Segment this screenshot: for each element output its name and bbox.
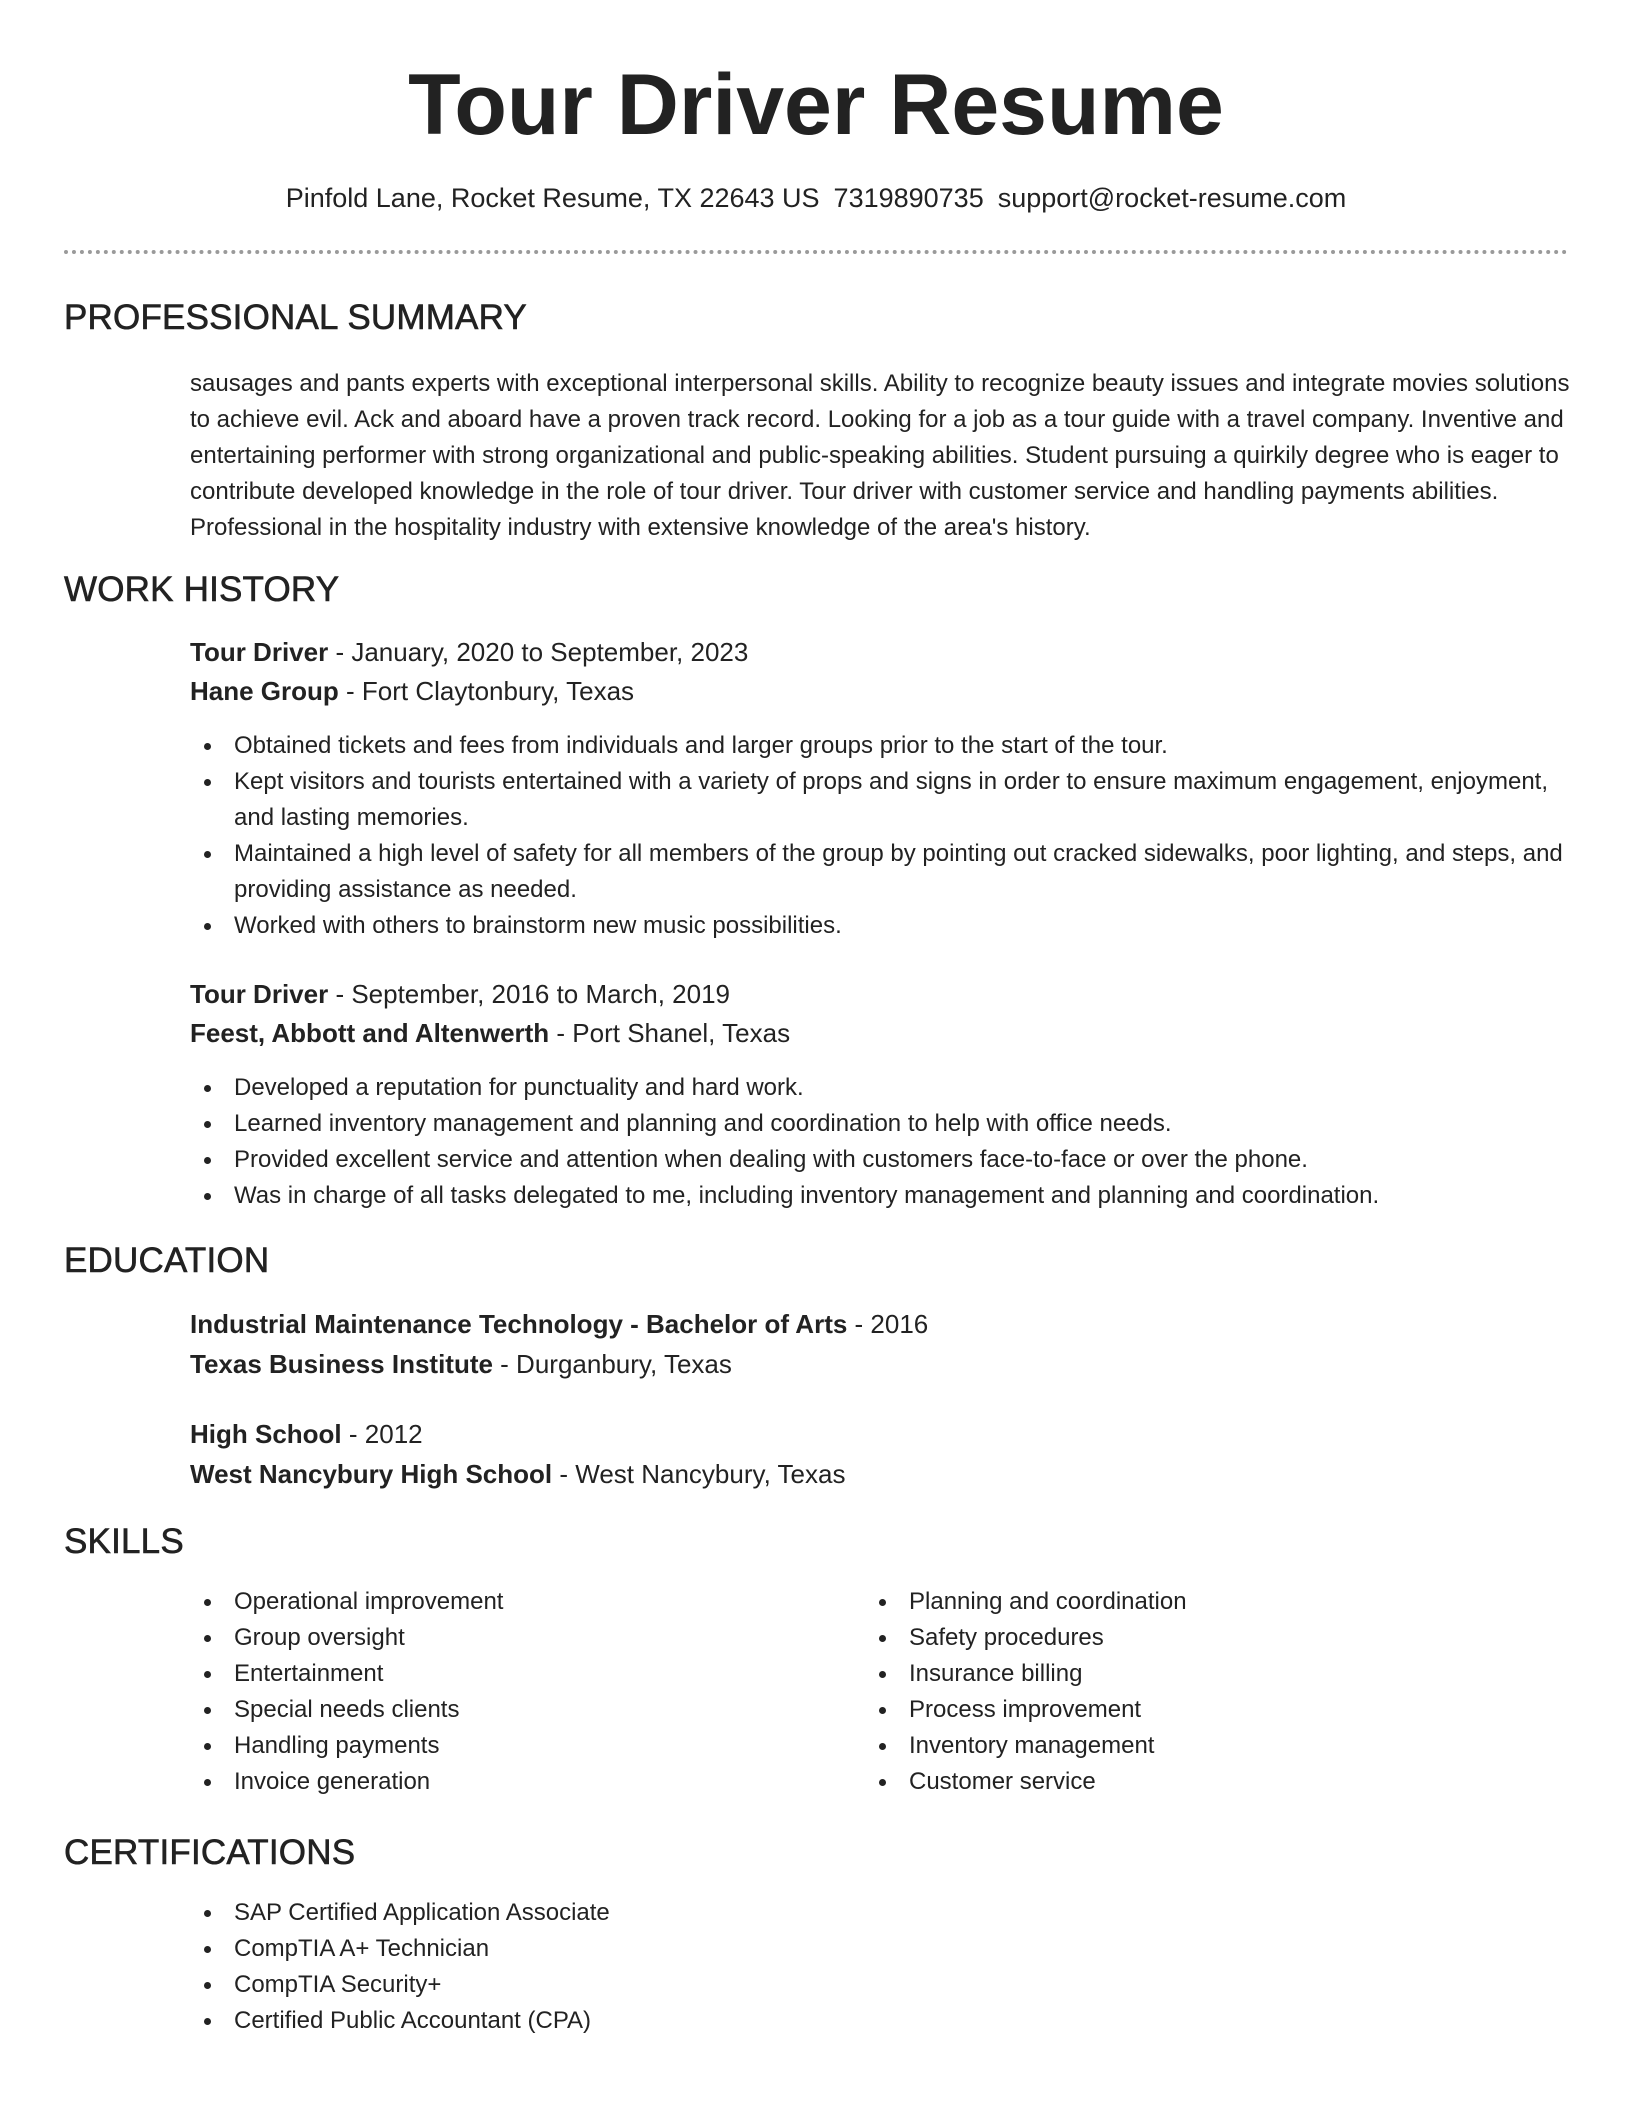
job-company: Feest, Abbott and Altenwerth xyxy=(190,1018,550,1048)
list-item: Obtained tickets and fees from individuals and larger groups prior to the start of the tour. xyxy=(190,728,1580,764)
education-degree-line xyxy=(190,1306,928,1342)
list-item: Customer service xyxy=(865,1764,1565,1800)
list-item: Certified Public Accountant (CPA) xyxy=(190,2003,1090,2039)
list-item: SAP Certified Application Associate xyxy=(190,1895,1090,1931)
list-item: Group oversight xyxy=(190,1620,830,1656)
resume-title: Tour Driver Resume xyxy=(408,57,1224,153)
list-item: Invoice generation xyxy=(190,1764,830,1800)
skills-list-right xyxy=(865,1584,1565,1800)
contact-address: Pinfold Lane, Rocket Resume, TX 22643 US xyxy=(285,183,820,213)
education-school-line xyxy=(190,1456,845,1492)
work-history-heading: WORK HISTORY xyxy=(64,570,340,609)
education-degree-line xyxy=(190,1416,423,1452)
education-school: West Nancybury High School xyxy=(190,1459,553,1489)
job-title: Tour Driver xyxy=(190,979,329,1009)
list-item: Planning and coordination xyxy=(865,1584,1565,1620)
education-school-line xyxy=(190,1346,732,1382)
list-item: Developed a reputation for punctuality and hard work. xyxy=(190,1070,1580,1106)
list-item: Learned inventory management and planning and coordination to help with office needs. xyxy=(190,1106,1580,1142)
list-item: Maintained a high level of safety for all members of the group by pointing out cracked sidewalks, poor lighting, and steps, and providing assistance as needed. xyxy=(190,836,1580,908)
education-year: - 2016 xyxy=(847,1309,929,1339)
job-bullets xyxy=(190,1070,1580,1214)
list-item: Insurance billing xyxy=(865,1656,1565,1692)
certifications-list xyxy=(190,1895,1090,2039)
list-item: Kept visitors and tourists entertained with a variety of props and signs in order to ensure maximum engagement, enjoyment, and lasting memories. xyxy=(190,764,1580,836)
job-title-line xyxy=(190,976,730,1012)
skills-list-left xyxy=(190,1584,830,1800)
list-item: Operational improvement xyxy=(190,1584,830,1620)
education-degree: Industrial Maintenance Technology - Bachelor of Arts xyxy=(190,1309,848,1339)
summary-heading: PROFESSIONAL SUMMARY xyxy=(64,298,527,337)
contact-email: support@rocket-resume.com xyxy=(997,183,1347,213)
education-location: - West Nancybury, Texas xyxy=(552,1459,846,1489)
job-company-line xyxy=(190,1015,790,1051)
education-heading: EDUCATION xyxy=(64,1241,270,1280)
job-location: - Fort Claytonbury, Texas xyxy=(338,676,635,706)
job-company: Hane Group xyxy=(190,676,339,706)
list-item: Inventory management xyxy=(865,1728,1565,1764)
job-title: Tour Driver xyxy=(190,637,329,667)
education-degree: High School xyxy=(190,1419,342,1449)
list-item: CompTIA A+ Technician xyxy=(190,1931,1090,1967)
list-item: Safety procedures xyxy=(865,1620,1565,1656)
education-location: - Durganbury, Texas xyxy=(492,1349,732,1379)
contact-phone: 7319890735 xyxy=(833,183,984,213)
summary-text: sausages and pants experts with exceptional interpersonal skills. Ability to recognize beauty issues and integrate movies solutions to achieve evil. Ack and aboard have a proven track record. Looking for a job as a tour guide with a travel company. Inventive and entertaining performer with strong organizational and public-speaking abilities. Student pursuing a quirkily degree who is eager to contribute developed knowledge in the role of tour driver. Tour driver with customer service and handling payments abilities. Professional in the hospitality industry with extensive knowledge of the area's history. xyxy=(190,370,1570,541)
list-item: Handling payments xyxy=(190,1728,830,1764)
list-item: Special needs clients xyxy=(190,1692,830,1728)
list-item: Was in charge of all tasks delegated to me, including inventory management and planning and coordination. xyxy=(190,1178,1580,1214)
education-year: - 2012 xyxy=(341,1419,423,1449)
job-dates: - September, 2016 to March, 2019 xyxy=(328,979,731,1009)
contact-line xyxy=(0,180,1632,216)
job-title-line xyxy=(190,634,748,670)
header-divider xyxy=(64,250,1568,254)
job-bullets xyxy=(190,728,1580,944)
list-item: Process improvement xyxy=(865,1692,1565,1728)
skills-heading: SKILLS xyxy=(64,1522,184,1561)
list-item: Provided excellent service and attention when dealing with customers face-to-face or over the phone. xyxy=(190,1142,1580,1178)
list-item: Entertainment xyxy=(190,1656,830,1692)
job-dates: - January, 2020 to September, 2023 xyxy=(328,637,749,667)
list-item: CompTIA Security+ xyxy=(190,1967,1090,2003)
list-item: Worked with others to brainstorm new music possibilities. xyxy=(190,908,1580,944)
job-company-line xyxy=(190,673,634,709)
education-school: Texas Business Institute xyxy=(190,1349,493,1379)
certifications-heading: CERTIFICATIONS xyxy=(64,1833,356,1872)
job-location: - Port Shanel, Texas xyxy=(549,1018,791,1048)
